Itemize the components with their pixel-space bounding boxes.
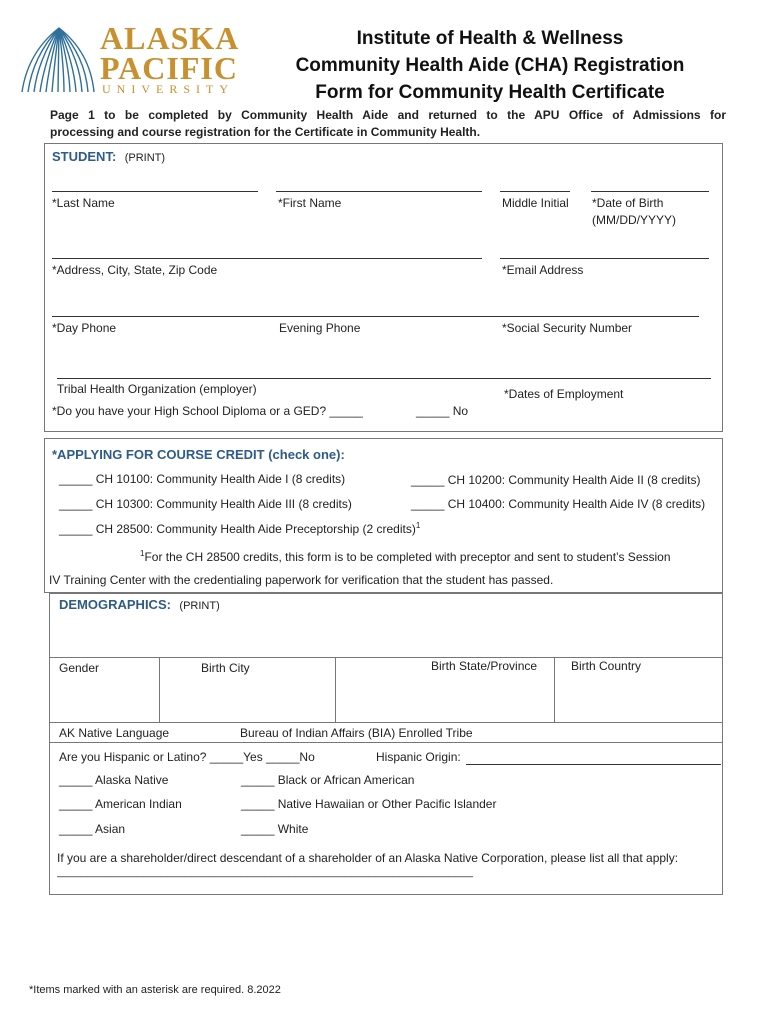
address-field[interactable] <box>52 258 482 259</box>
race-black[interactable]: _____ Black or African American <box>241 773 415 787</box>
birth-state-label: Birth State/Province <box>431 659 538 673</box>
demographics-grid-top <box>49 657 723 658</box>
student-heading-label: STUDENT: <box>52 149 117 164</box>
course-footnote-line2: IV Training Center with the credentialing paperwork for verification that the student has passed. <box>49 573 554 587</box>
intro-line2: processing and course registration for the Certificate in Community Health. <box>50 125 481 139</box>
logo-word-pacific: PACIFIC <box>100 50 238 86</box>
hispanic-origin-label: Hispanic Origin: <box>376 750 461 764</box>
bia-tribe-label: Bureau of Indian Affairs (BIA) Enrolled Tribe <box>240 726 473 740</box>
demographics-grid-divider-1 <box>159 657 160 722</box>
evening-phone-label: Evening Phone <box>279 321 361 335</box>
demographics-grid-divider-3 <box>554 657 555 722</box>
course-footnote-line1 <box>140 549 671 564</box>
middle-initial-field[interactable] <box>500 191 570 192</box>
intro-line1: Page 1 to be completed by Community Health Aide and returned to the APU Office of Admissions for <box>50 108 726 122</box>
tribal-org-field[interactable] <box>57 378 711 379</box>
logo-word-university: UNIVERSITY <box>102 82 234 96</box>
student-heading <box>52 148 165 166</box>
course-option-ch28500-label: _____ CH 28500: Community Health Aide Preceptorship (2 credits) <box>59 522 416 536</box>
diploma-question[interactable]: *Do you have your High School Diploma or a GED? _____ <box>52 404 363 418</box>
header-title-line2: Community Health Aide (CHA) Registration <box>295 55 685 76</box>
course-heading: *APPLYING FOR COURSE CREDIT (check one): <box>52 447 345 462</box>
race-alaska-native[interactable]: _____ Alaska Native <box>59 773 169 787</box>
course-footnote-text1: For the CH 28500 credits, this form is to be completed with preceptor and sent to student’s Session <box>144 550 671 564</box>
course-option-ch10400[interactable]: _____ CH 10400: Community Health Aide IV (8 credits) <box>411 497 706 511</box>
course-option-ch28500[interactable] <box>59 521 420 536</box>
course-footnote-sup: 1 <box>140 549 145 558</box>
race-white[interactable]: _____ White <box>241 822 309 836</box>
race-american-indian[interactable]: _____ American Indian <box>59 797 182 811</box>
birth-city-label: Birth City <box>201 661 250 675</box>
shareholder-question: If you are a shareholder/direct descendant of a shareholder of an Alaska Native Corporation, please list all that apply: <box>57 851 679 865</box>
last-name-field[interactable] <box>52 191 258 192</box>
last-name-label: *Last Name <box>52 196 115 210</box>
date-of-birth-field[interactable] <box>591 191 709 192</box>
student-print-note: (PRINT) <box>124 152 166 164</box>
header-title-line3: Form for Community Health Certificate <box>315 82 665 103</box>
header-title-line1: Institute of Health & Wellness <box>356 28 624 49</box>
demographics-print-note: (PRINT) <box>179 600 220 612</box>
email-label: *Email Address <box>502 263 584 277</box>
course-option-ch28500-sup: 1 <box>415 521 421 530</box>
email-field[interactable] <box>500 258 709 259</box>
demographics-section <box>49 593 723 895</box>
first-name-label: *First Name <box>278 196 342 210</box>
birth-country-label: Birth Country <box>571 659 642 673</box>
dates-employment-label: *Dates of Employment <box>504 387 624 401</box>
footer-required-note: *Items marked with an asterisk are required. 8.2022 <box>29 984 281 996</box>
middle-initial-label: Middle Initial <box>502 196 569 210</box>
language-row-line <box>49 742 723 743</box>
gender-label: Gender <box>59 661 100 675</box>
course-option-ch10300[interactable]: _____ CH 10300: Community Health Aide III (8 credits) <box>59 497 352 511</box>
demographics-heading-label: DEMOGRAPHICS: <box>59 597 171 612</box>
hispanic-question[interactable]: Are you Hispanic or Latino? _____Yes _____No <box>59 750 315 764</box>
first-name-field[interactable] <box>276 191 482 192</box>
ssn-label: *Social Security Number <box>502 321 633 335</box>
demographics-grid-bottom <box>49 722 723 723</box>
course-option-ch10100[interactable]: _____ CH 10100: Community Health Aide I (8 credits) <box>59 472 346 486</box>
race-asian[interactable]: _____ Asian <box>59 822 126 836</box>
race-hawaiian[interactable]: _____ Native Hawaiian or Other Pacific Islander <box>241 797 497 811</box>
logo-mountain-icon <box>18 22 100 94</box>
address-label: *Address, City, State, Zip Code <box>52 263 218 277</box>
ak-native-language-label: AK Native Language <box>59 726 170 740</box>
phone-field-line[interactable] <box>52 316 699 317</box>
course-option-ch10200[interactable]: _____ CH 10200: Community Health Aide II (8 credits) <box>411 473 701 487</box>
tribal-org-label: Tribal Health Organization (employer) <box>57 382 257 396</box>
shareholder-field[interactable]: ____________________________________________________________________ <box>57 866 474 878</box>
hispanic-origin-field[interactable] <box>466 764 721 765</box>
demographics-heading <box>59 596 220 614</box>
day-phone-label: *Day Phone <box>52 321 117 335</box>
demographics-grid-divider-2 <box>335 657 336 722</box>
diploma-no-option[interactable]: _____ No <box>416 404 469 418</box>
logo-word-alaska: ALASKA <box>100 20 240 56</box>
apu-logo <box>18 22 248 98</box>
date-of-birth-format: (MM/DD/YYYY) <box>592 213 676 227</box>
date-of-birth-label: *Date of Birth <box>592 196 664 210</box>
